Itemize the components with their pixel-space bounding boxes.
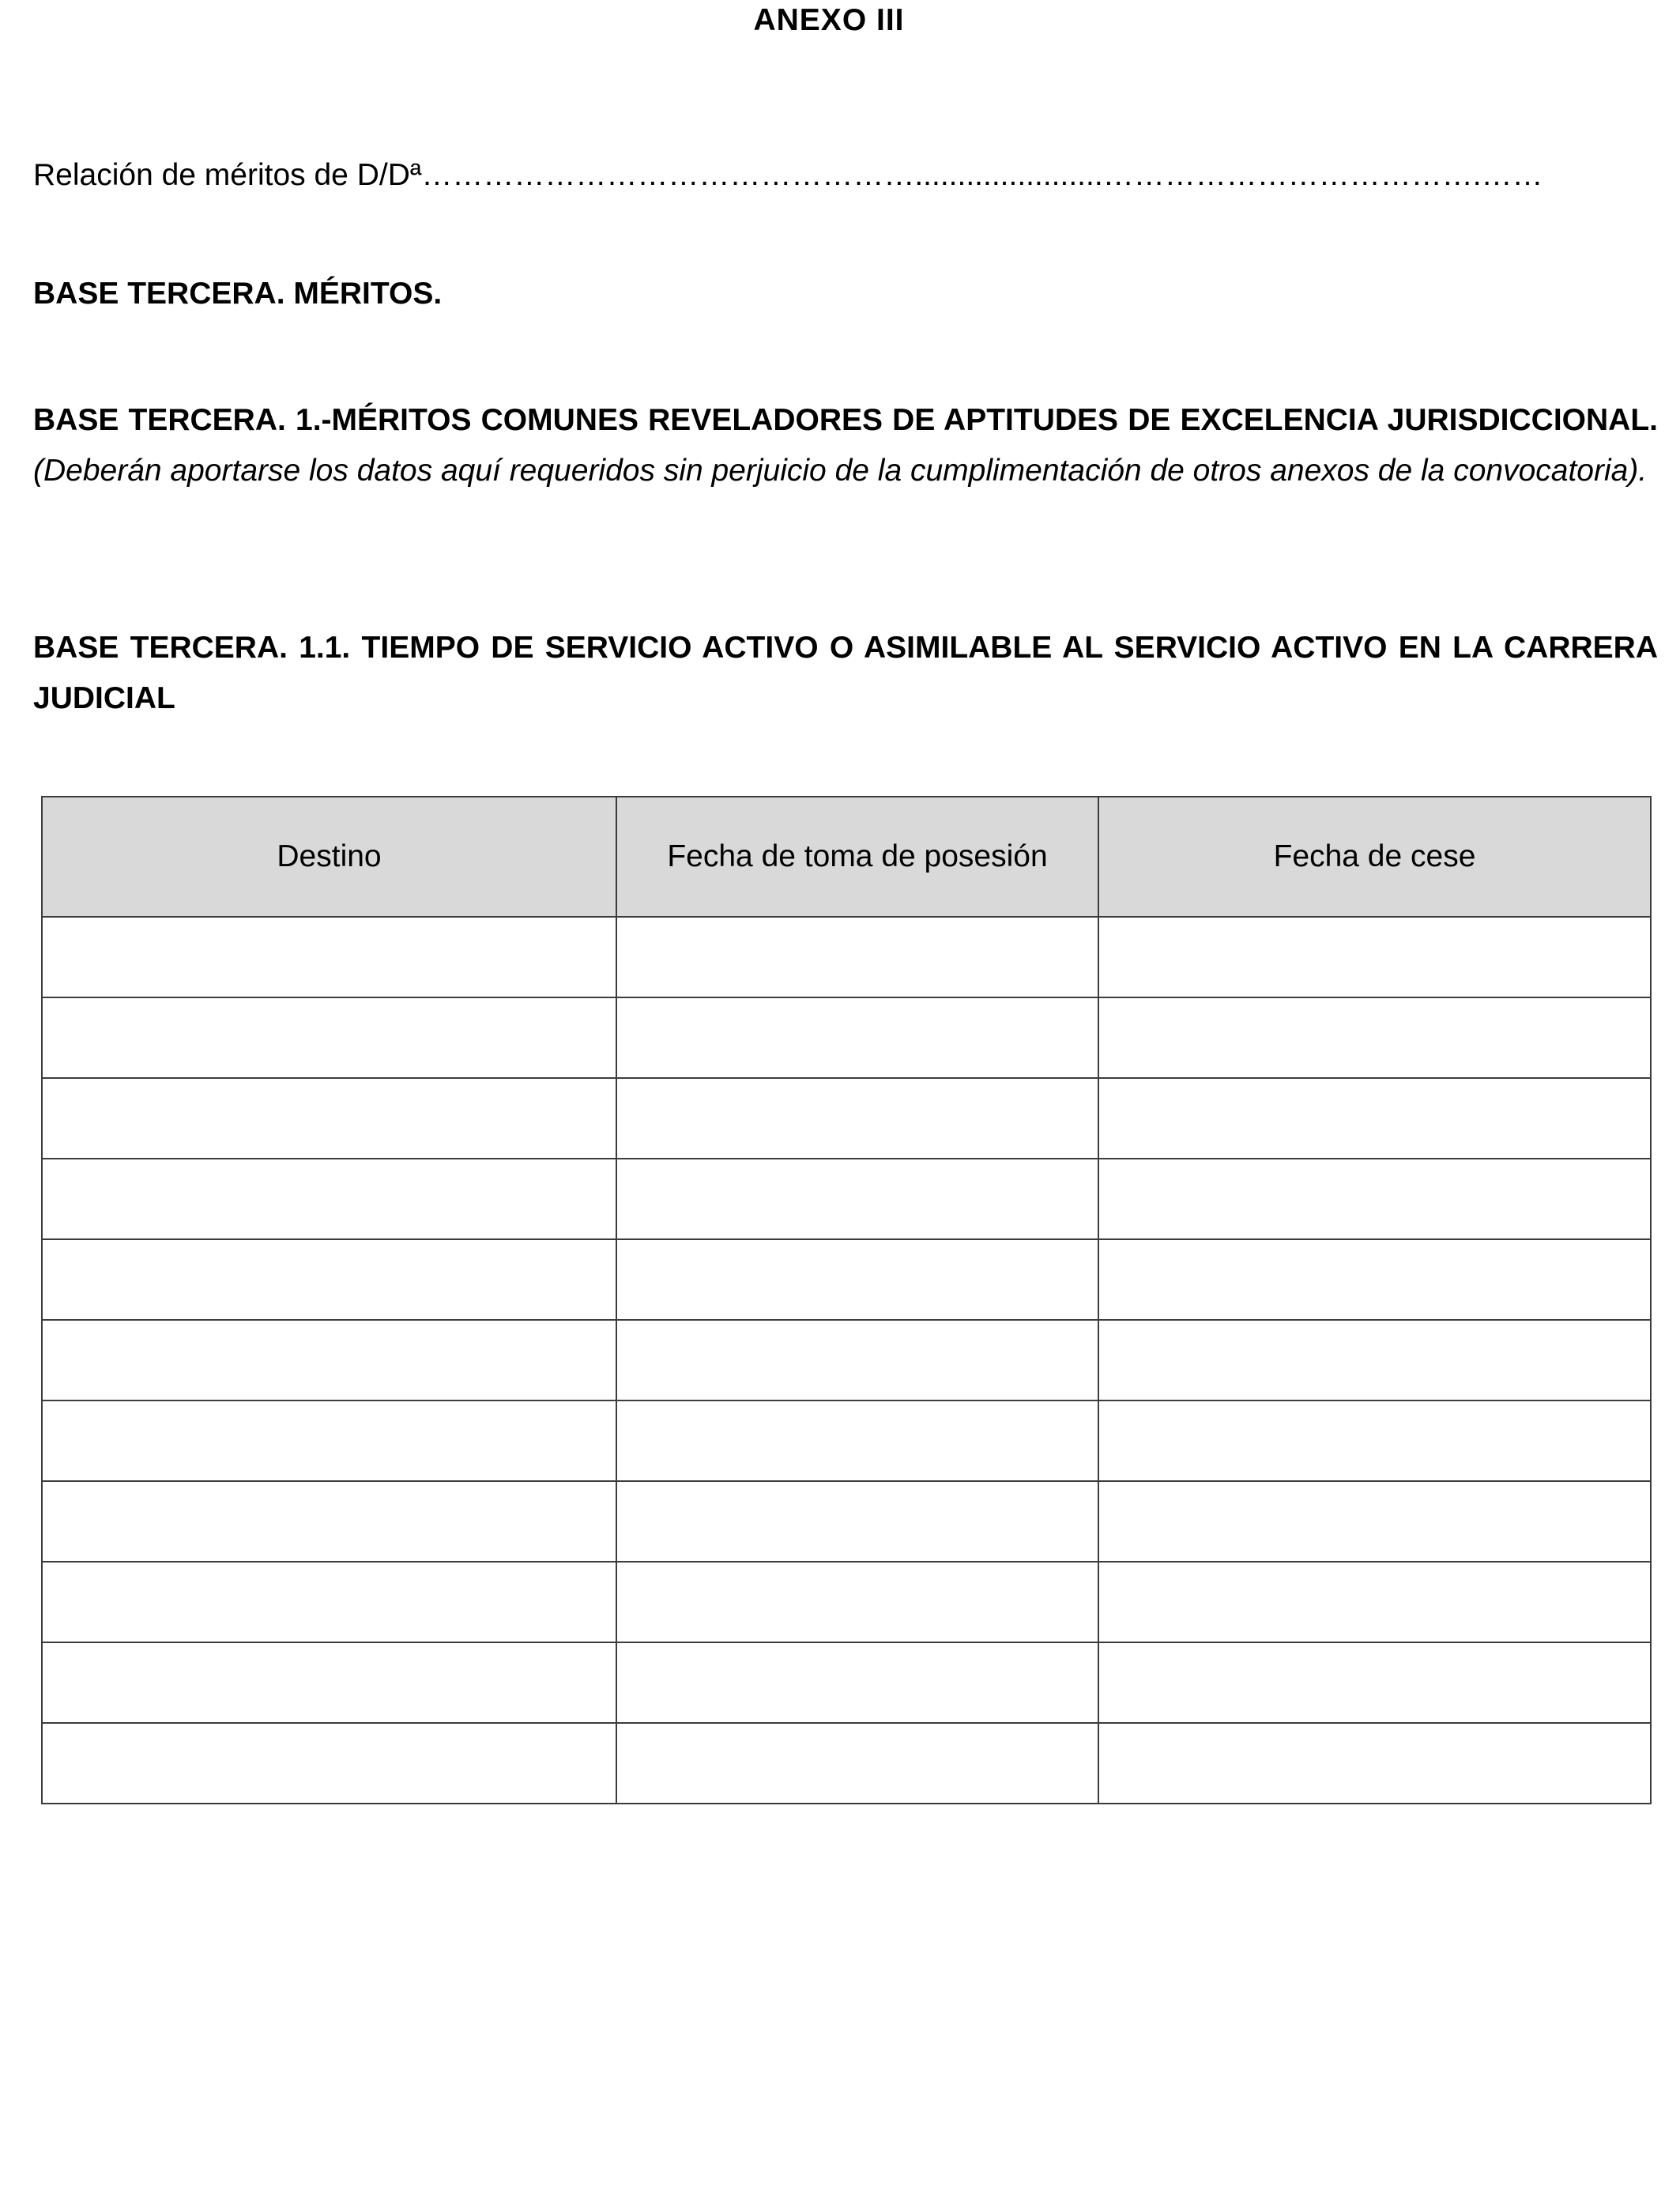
cell-fecha-toma-posesion[interactable] [616,1320,1098,1400]
cell-fecha-cese[interactable] [1098,1562,1651,1642]
table-row [42,1159,1651,1239]
cell-fecha-toma-posesion[interactable] [616,997,1098,1078]
table-row [42,997,1651,1078]
cell-destino[interactable] [42,1078,616,1159]
cell-destino[interactable] [42,1400,616,1481]
cell-fecha-cese[interactable] [1098,1723,1651,1804]
header-fecha-cese: Fecha de cese [1098,797,1651,917]
section-1-note: (Deberán aportarse los datos aquí requeridos sin perjuicio de la cumplimentación de otros anexos de la convocatoria). [33,454,1648,488]
cell-fecha-toma-posesion[interactable] [616,917,1098,997]
table-header-row [42,797,1651,917]
cell-fecha-toma-posesion[interactable] [616,1562,1098,1642]
relacion-label: Relación de méritos de D/Dª [33,158,422,192]
relacion-fill-dots: …………………………………………......................……………………………….…… [421,158,1543,192]
cell-destino[interactable] [42,917,616,997]
cell-destino[interactable] [42,1642,616,1723]
table-body [42,917,1651,1804]
header-fecha-toma-posesion: Fecha de toma de posesión [616,797,1098,917]
document-title: ANEXO III [753,3,905,37]
cell-fecha-cese[interactable] [1098,917,1651,997]
cell-destino[interactable] [42,1723,616,1804]
relacion-line [33,158,1543,193]
header-destino: Destino [42,797,616,917]
cell-fecha-cese[interactable] [1098,997,1651,1078]
cell-fecha-cese[interactable] [1098,1320,1651,1400]
cell-fecha-toma-posesion[interactable] [616,1400,1098,1481]
table-row [42,1078,1651,1159]
table-row [42,1723,1651,1804]
table-row [42,1481,1651,1562]
cell-fecha-cese[interactable] [1098,1159,1651,1239]
base-tercera-heading: BASE TERCERA. MÉRITOS. [33,277,443,311]
cell-destino[interactable] [42,1320,616,1400]
cell-fecha-cese[interactable] [1098,1642,1651,1723]
cell-fecha-cese[interactable] [1098,1239,1651,1320]
cell-fecha-cese[interactable] [1098,1078,1651,1159]
table-row [42,1642,1651,1723]
cell-fecha-toma-posesion[interactable] [616,1239,1098,1320]
cell-destino[interactable] [42,1562,616,1642]
cell-fecha-toma-posesion[interactable] [616,1159,1098,1239]
cell-destino[interactable] [42,1239,616,1320]
section-1-1-heading: BASE TERCERA. 1.1. TIEMPO DE SERVICIO ACTIVO O ASIMILABLE AL SERVICIO ACTIVO EN LA CARRERA JUDICIAL [33,631,1658,715]
service-time-table [41,796,1652,1804]
table-row [42,1400,1651,1481]
cell-fecha-cese[interactable] [1098,1400,1651,1481]
cell-destino[interactable] [42,997,616,1078]
cell-destino[interactable] [42,1481,616,1562]
section-1-1-paragraph [33,623,1658,724]
table-row [42,1320,1651,1400]
table-row [42,917,1651,997]
cell-destino[interactable] [42,1159,616,1239]
cell-fecha-cese[interactable] [1098,1481,1651,1562]
cell-fecha-toma-posesion[interactable] [616,1078,1098,1159]
section-1-heading: BASE TERCERA. 1.-MÉRITOS COMUNES REVELADORES DE APTITUDES DE EXCELENCIA JURISDICCIONAL. [33,403,1658,437]
cell-fecha-toma-posesion[interactable] [616,1481,1098,1562]
table-row [42,1239,1651,1320]
cell-fecha-toma-posesion[interactable] [616,1723,1098,1804]
section-1-paragraph [33,395,1658,496]
cell-fecha-toma-posesion[interactable] [616,1642,1098,1723]
table-row [42,1562,1651,1642]
